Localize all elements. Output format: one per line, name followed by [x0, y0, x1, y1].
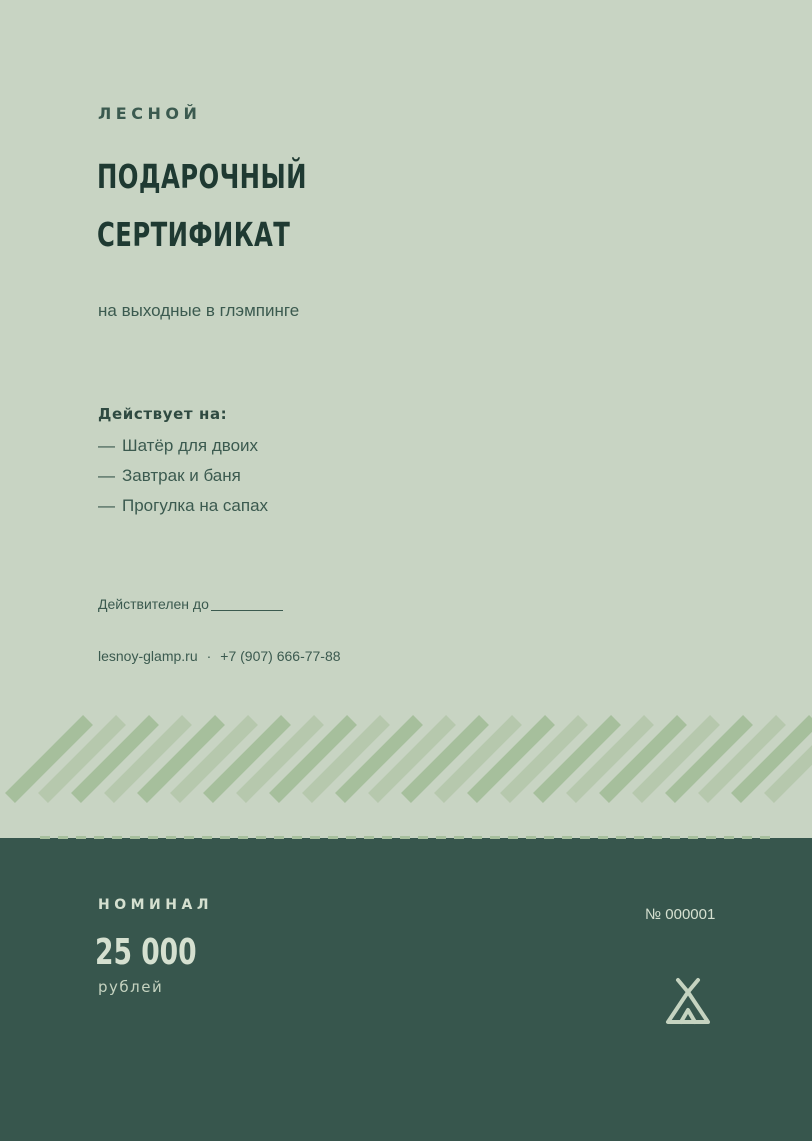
list-dash: —: [98, 496, 115, 515]
valid-for-list: [98, 436, 268, 526]
valid-until-blank-line: [211, 610, 283, 611]
list-dash: —: [98, 436, 115, 455]
valid-for-heading: Действует на:: [98, 405, 228, 423]
list-item-label: Шатёр для двоих: [122, 436, 259, 455]
dashed-divider: [40, 836, 772, 839]
contacts: [98, 648, 341, 664]
nominal-unit: рублей: [98, 978, 164, 996]
list-item-label: Завтрак и баня: [122, 466, 241, 485]
title-line-1: ПОДАРОЧНЫЙ: [97, 157, 307, 196]
serial-number: № 000001: [645, 906, 716, 923]
certificate-title: [97, 148, 307, 264]
nominal-label: НОМИНАЛ: [98, 897, 213, 913]
valid-until: [98, 596, 283, 612]
list-item: [98, 436, 268, 466]
phone-text: +7 (907) 666-77-88: [220, 648, 341, 664]
certificate-subtitle: на выходные в глэмпинге: [98, 301, 300, 320]
nominal-value: 25 000: [95, 932, 197, 973]
tent-icon: [660, 976, 716, 1028]
list-item: [98, 496, 268, 526]
list-item: [98, 466, 268, 496]
decorative-stripes: [0, 710, 812, 810]
list-dash: —: [98, 466, 115, 485]
contacts-separator: ·: [206, 648, 212, 664]
title-line-2: СЕРТИФИКАТ: [97, 215, 291, 254]
website-text: lesnoy-glamp.ru: [98, 648, 198, 664]
list-item-label: Прогулка на сапах: [122, 496, 269, 515]
valid-until-label: Действителен до: [98, 596, 209, 612]
brand-name: ЛЕСНОЙ: [98, 104, 202, 123]
